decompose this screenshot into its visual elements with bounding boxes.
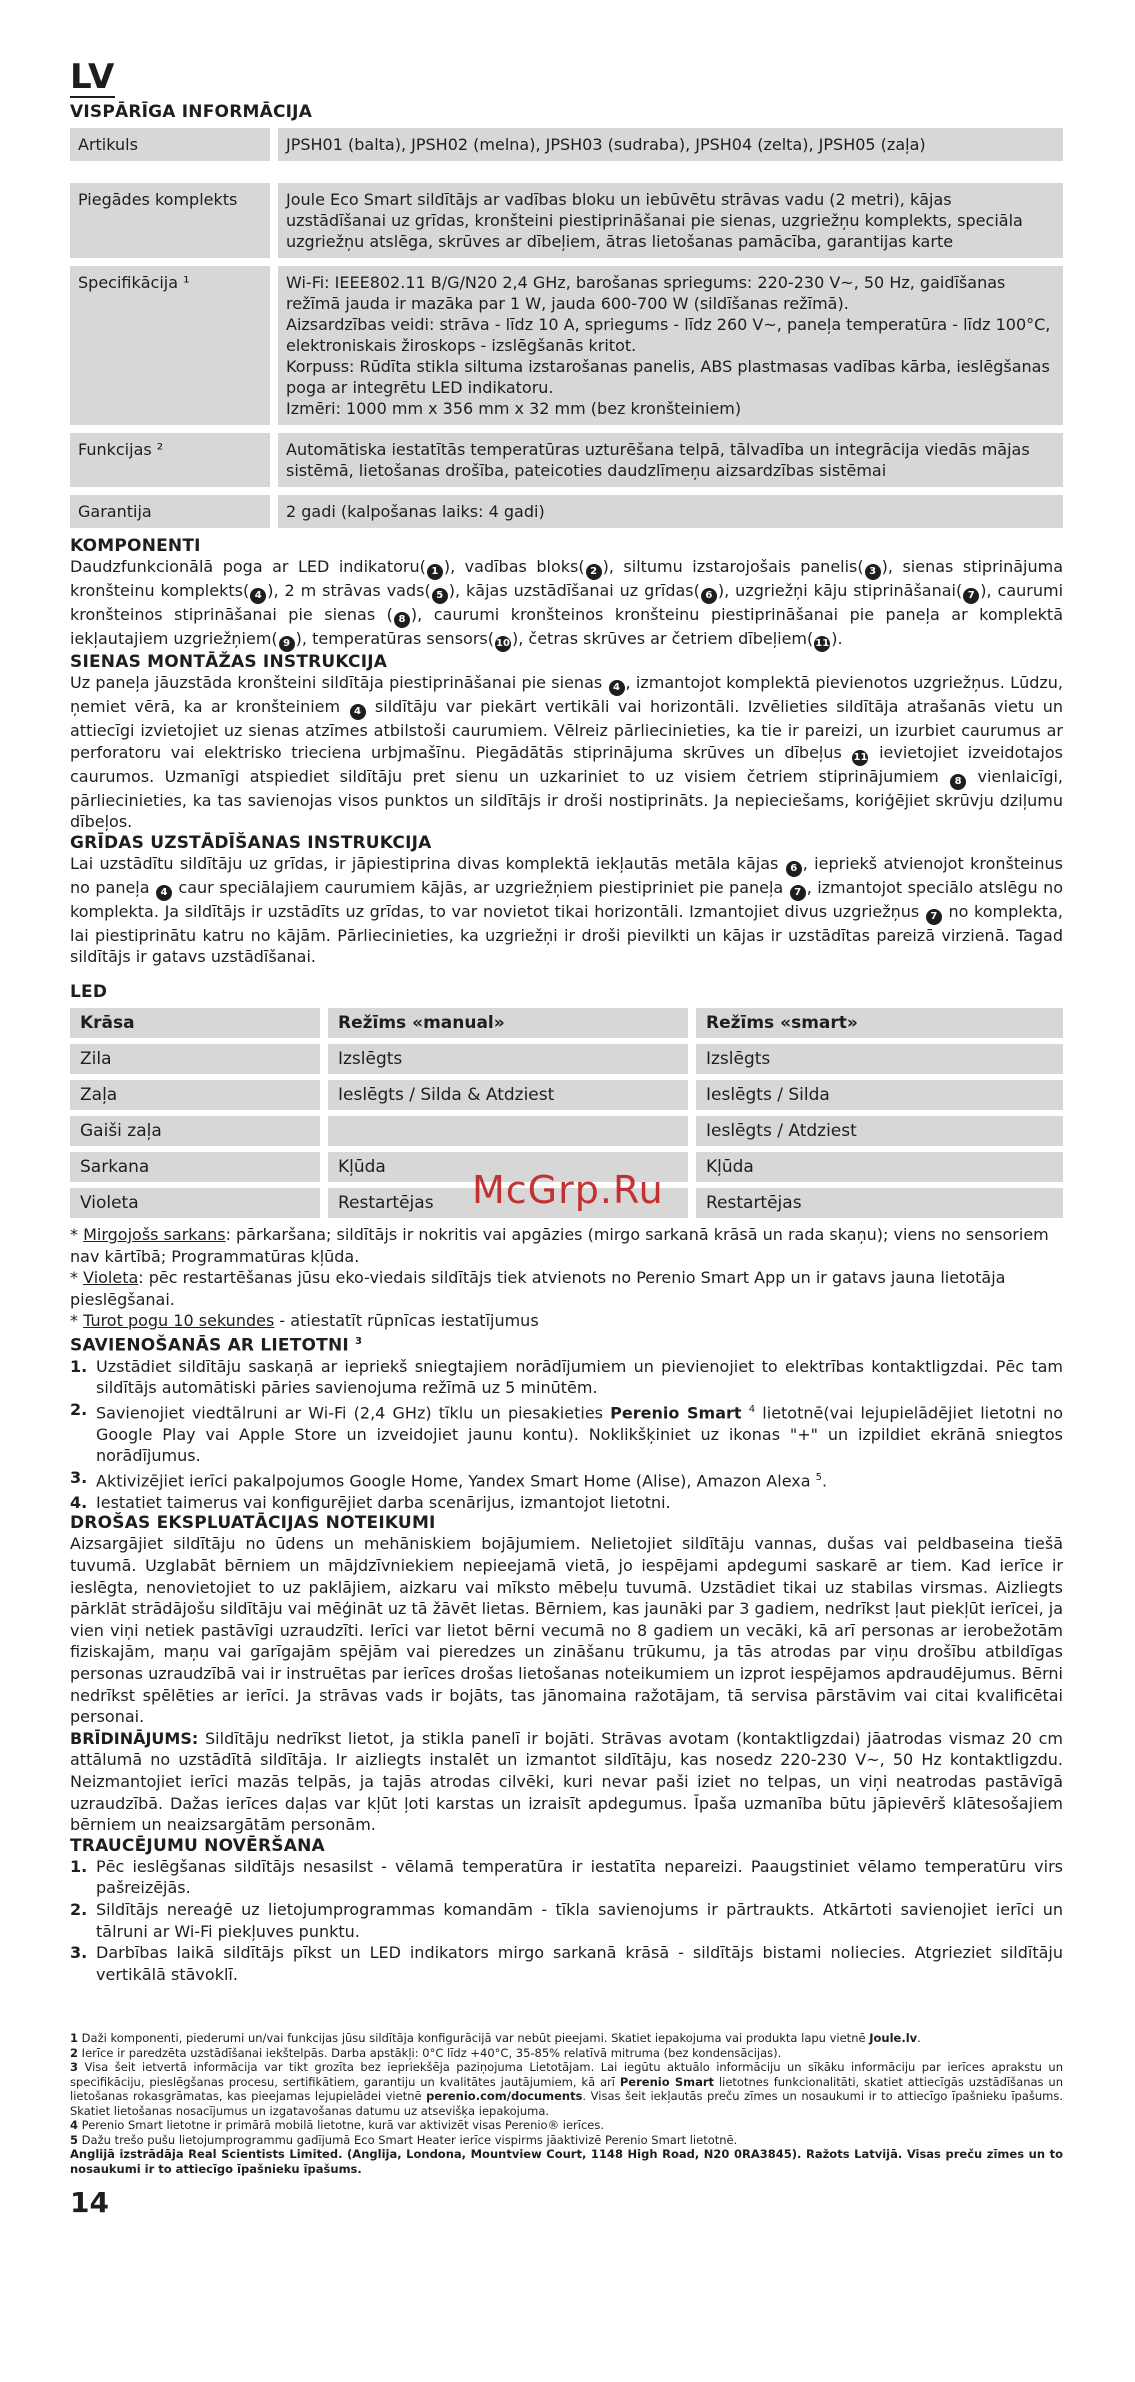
led-table-row: Zila Izslēgts Izslēgts bbox=[70, 1044, 1063, 1074]
number-6-icon: 6 bbox=[786, 861, 802, 877]
wall-mount-text: Uz paneļa jāuzstāda kronšteini sildītāja piestiprināšanai pie sienas 4 , izmantojot komplektā pievienotos uzgriežņus. Lūdzu, ņemiet vērā, ka ar kronšteiniem 4 sildītāju var piekārt vertikāli vai horizontāli. Izvēlieties sildītāja atrašanās vietu un attiecīgi izvietojiet uz sienas atzīmes atbilstoši caurumiem. Vēlreiz pārliecinieties, ka tie ir pareizi, un izurbiet caurumus ar perforatoru vai elektrisko trieciena urbjmašīnu. Piegādātās stiprinājuma skrūves un dībeļus 11 ievietojiet izveidotajos caurumos. Uzmanīgi atspiediet sildītāju pret sienu un uzkariniet to uz visiem četriem stiprinājumiem 8 vienlaicīgi, pārliecinieties, ka tas savienojas visos punktos un sildītājs ir droši nostiprināts. Ja nepieciešams, koriģējiet skrūvju dziļumu dībeļos. bbox=[70, 673, 1064, 832]
troubleshooting-steps bbox=[70, 1856, 1063, 1986]
app-pairing-steps bbox=[70, 1356, 1063, 1514]
number-4-icon: 4 bbox=[350, 704, 366, 720]
number-7-icon: 7 bbox=[963, 588, 979, 604]
led-table-row: Violeta Restartējas Restartējas bbox=[70, 1188, 1063, 1218]
list-item: 1. Uzstādiet sildītāju saskaņā ar iepriekš sniegtajiem norādījumiem un pievienojiet to elektrības kontaktligzdai. Pēc tam sildītājs automātiski pāries savienojuma režīmā uz 5 minūtēm. bbox=[70, 1356, 1063, 1398]
led-notes: * Mirgojošs sarkans: pārkaršana; sildītājs ir nokritis vai apgāzies (mirgo sarkanā krāsā un rada skaņu); viens no sensoriem nav kārtībā; Programmatūras kļūda. * Violeta: pēc restartēšanas jūsu eko-viedais sildītājs tiek atvienots no Perenio Smart App un ir gatavs jauna lietotāja pieslēgšanai. * Turot pogu 10 sekundes - atiestatīt rūpnīcas iestatījumus bbox=[70, 1224, 1049, 1331]
footnotes: 1 Daži komponenti, piederumi un/vai funkcijas jūsu sildītāja konfigurācijā var nebūt pieejami. Skatiet iepakojuma vai produkta lapu vietnē Joule.lv. 2 Ierīce ir paredzēta uzstādīšanai iekštelpās. Darba apstākļi: 0°C līdz +40°C, 35-85% relatīvā mitruma (bez kondensācijas). 3 Visa šeit ietvertā informācija var tikt grozīta bez iepriekšēja paziņojuma Lietotājam. Lai iegūtu aktuālo informāciju un sīkāku informāciju par ierīces aprakstu un specifikāciju, pieslēgšanas procesu, sertifikātiem, garantiju un kvalitātes jautājumiem, kā arī Perenio Smart lietotnes funkcionalitāti, skatiet attiecīgās uzstādīšanas un lietošanas rokasgrāmatas, kas pieejamas lejupielādei vietnē perenio.com/documents. Visas šeit iekļautās preču zīmes un nosaukumi ir to attiecīgo īpašnieku īpašums. Skatiet lietošanas nosacījumus un izgatavošanas datumu uz atsevišķa iepakojuma. 4 Perenio Smart lietotne ir primārā mobilā lietotne, kurā var aktivizēt visas Perenio® ierīces. 5 Dažu trešo pušu lietojumprogrammu gadījumā Eco Smart Heater ierīce vispirms jāaktivizē Perenio Smart lietotnē. Anglijā izstrādāja Real Scientists Limited. (Anglija, Londona, Mountview Court, 1148 High Road, N20 0RA3845). Ražots Latvijā. Visas preču zīmes un to nosaukumi ir to attiecīgo īpašnieku īpašums. bbox=[70, 2031, 1064, 2176]
safety-text: Aizsargājiet sildītāju no ūdens un mehāniskiem bojājumiem. Nelietojiet sildītāju vannas, dušas vai peldbaseina tiešā tuvumā. Uzglabāt bērniem un mājdzīvniekiem nepieejamā vietā, jo iespējami apdegumi saskarē ar tiem. Kad ierīce ir ieslēgta, nenovietojiet to uz paklājiem, aizkaru vai mīksto mēbeļu tuvumā. Uzstādiet tikai uz stabilas virsmas. Aizliegts pārklāt strādājošu sildītāju vai mēģināt uz tā žāvēt lietas. Bērniem, kas jaunāki par 3 gadiem, nedrīkst ļaut piekļūt ierīcei, ja vien viņi netiek pastāvīgi uzraudzīti. Ierīci var lietot bērni vecumā no 8 gadiem un vecāki, kā arī personas ar ierobežotām fiziskajām, maņu vai garīgajām spējām vai pieredzes un zināšanu trūkumu, ja tās atrodas par viņu drošību atbildīgas personas uzraudzībā vai ir instruētas par ierīces drošas lietošanas noteikumiem un izprot iespējamos apdraudējumus. Bērni nedrīkst spēlēties ar ierīci. Ja strāvas vads ir bojāts, tas jānomaina ražotājam, tā servisa pārstāvim vai citai kvalificētai personai. bbox=[70, 1534, 1063, 1727]
number-6-icon: 6 bbox=[701, 588, 717, 604]
led-title: LED bbox=[70, 981, 108, 1002]
list-item: 4. Iestatiet taimerus vai konfigurējiet darba scenārijus, izmantojot lietotni. bbox=[70, 1492, 671, 1512]
number-4-icon: 4 bbox=[156, 885, 172, 901]
led-table-row: Sarkana Kļūda Kļūda bbox=[70, 1152, 1063, 1182]
list-item: 2. Savienojiet viedtālruni ar Wi-Fi (2,4 GHz) tīklu un piesakieties Perenio Smart $^4$ lietotnē(vai lejupielādējiet lietotni no Google Play vai Apple Store un izveidojiet jaunu kontu). Noklikšķiniet uz ikonas "+" un izpildiet ekrānā sniegtos norādījumus. bbox=[70, 1399, 1064, 1466]
components-title: KOMPONENTI bbox=[70, 536, 201, 556]
number-8-icon: 8 bbox=[394, 612, 410, 628]
warning-text: BRĪDINĀJUMS: Sildītāju nedrīkst lietot, ja stikla panelī ir bojāti. Strāvas avotam (kontaktligzdai) jāatrodas vismaz 20 cm attālumā no uzstādītā sildītāja. Ir aizliegts instalēt un izmantot sildītāju, kas nosedz 220-230 V~, 50 Hz kontaktligzdu. Neizmantojiet ierīci mazās telpās, ja tajās atrodas cilvēki, kuri nevar paši iziet no telpas, un viņi neatrodas pastāvīgā uzraudzībā. Dažas ierīces daļas var kļūt ļoti karstas un izraisīt apdegumus. Īpaša uzmanība būtu jāpievērš klātesošajiem bērniem un neaizsargātām personām. bbox=[70, 1728, 1063, 1835]
general-info-row: Garantija 2 gadi (kalpošanas laiks: 4 gadi) bbox=[70, 495, 1063, 528]
number-7-icon: 7 bbox=[926, 909, 942, 925]
general-info-row: Specifikācija ¹ Wi-Fi: IEEE802.11 B/G/N20 2,4 GHz, barošanas spriegums: 220-230 V~, 50 Hz, gaidīšanas režīmā jauda ir mazāka par 1 W, jauda 600-700 W (sildīšanas režīmā). Aizsardzības veidi: strāva - līdz 10 A, spriegums - līdz 260 V~, paneļa temperatūra - līdz 100°C, elektroniskais žiroskops - izslēgšanās kritot. Korpuss: Rūdīta stikla siltuma izstarošanas panelis, ABS plastmasas vadības kārba, ieslēgšanas poga ar integrētu LED indikatoru. Izmēri: 1000 mm x 356 mm x 32 mm (bez kronšteiniem) bbox=[70, 266, 1063, 425]
number-11-icon: 11 bbox=[852, 750, 868, 766]
list-item: 3. Aktivizējiet ierīci pakalpojumos Google Home, Yandex Smart Home (Alise), Amazon Alexa $^5$. bbox=[70, 1467, 828, 1491]
troubleshooting-title: TRAUCĒJUMU NOVĒRŠANA bbox=[70, 1835, 325, 1856]
app-pairing-title: SAVIENOŠANĀS AR LIETOTNI $^3$ bbox=[70, 1335, 363, 1356]
safety-title: DROŠAS EKSPLUATĀCIJAS NOTEIKUMI bbox=[70, 1513, 436, 1534]
led-table-row: Zaļa Ieslēgts / Silda & Atdziest Ieslēgts / Silda bbox=[70, 1080, 1063, 1110]
list-item: 3. Darbības laikā sildītājs pīkst un LED indikators mirgo sarkanā krāsā - sildītājs bistami noliecies. Atgrieziet sildītāju vertikālā stāvoklī. bbox=[70, 1943, 1063, 1984]
number-10-icon: 10 bbox=[495, 636, 511, 652]
floor-install-text: Lai uzstādītu sildītāju uz grīdas, ir jāpiestiprina divas komplektā iekļautās metāla kājas 6 , iepriekš atvienojot kronšteinus no paneļa 4 caur speciālajiem caurumiem kājās, ar uzgriežņiem piestipriniet pie paneļa 7 , izmantojot speciālo atslēgu no komplekta. Ja sildītājs ir uzstādīts uz grīdas, to var novietot tikai horizontāli. Izmantojiet divus uzgriežņus 7 no komplekta, lai piestiprinātu katru no kājām. Pārliecinieties, ka uzgriežņi ir droši pievilkti un kājas ir uzstādītas pareizā virzienā. Tagad sildītājs ir gatavs uzstādīšanai. bbox=[70, 853, 1064, 967]
language-code: LV bbox=[70, 57, 116, 97]
number-5-icon: 5 bbox=[432, 588, 448, 604]
number-8-icon: 8 bbox=[950, 774, 966, 790]
wall-mount-title: SIENAS MONTĀŽAS INSTRUKCIJA bbox=[70, 652, 388, 672]
number-7-icon: 7 bbox=[790, 885, 806, 901]
led-table-header: Krāsa Režīms «manual» Režīms «smart» bbox=[70, 1008, 1063, 1038]
general-info-title: VISPĀRĪGA INFORMĀCIJA bbox=[70, 102, 313, 122]
number-4-icon: 4 bbox=[250, 588, 266, 604]
number-9-icon: 9 bbox=[279, 636, 295, 652]
number-2-icon: 2 bbox=[586, 564, 602, 580]
watermark: McGrp.Ru bbox=[472, 1168, 664, 1212]
number-1-icon: 1 bbox=[427, 564, 443, 580]
number-11-icon: 11 bbox=[814, 636, 830, 652]
general-info-row: Piegādes komplekts Joule Eco Smart sildītājs ar vadības bloku un iebūvētu strāvas vadu (2 metri), kājas uzstādīšanai uz grīdas, kronšteini piestiprināšanai pie sienas, uzgriežņu komplekts, speciāla uzgriežņu atslēga, skrūves ar dībeļiem, ātras lietošanas pamācība, garantijas karte bbox=[70, 183, 1063, 258]
floor-install-title: GRĪDAS UZSTĀDĪŠANAS INSTRUKCIJA bbox=[70, 832, 432, 853]
components-text: Daudzfunkcionālā poga ar LED indikatoru( 1 ), vadības bloks( 2 ), siltumu izstarojošais panelis( 3 ), sienas stiprinājuma kronšteinu komplekts( 4 ), 2 m strāvas vads( 5 ), kājas uzstādīšanai uz grīdas( 6 ), uzgriežņi kāju stiprināšanai( 7 ), caurumi kronšteinos stiprināšanai pie sienas ( 8 ), caurumi kronšteinos kronšteinu piestiprināšanai pie paneļa ar komplektā iekļautajiem uzgriežņiem( 9 ), temperatūras sensors( 10 ), četras skrūves ar četriem dībeļiem( 11 ). bbox=[70, 556, 1063, 652]
page-number: 14 bbox=[70, 2186, 109, 2220]
led-table-row: Gaiši zaļa Ieslēgts / Atdziest bbox=[70, 1116, 1063, 1146]
general-info-row: Artikuls JPSH01 (balta), JPSH02 (melna), JPSH03 (sudraba), JPSH04 (zelta), JPSH05 (zaļa) bbox=[70, 128, 1063, 161]
general-info-table bbox=[70, 128, 1063, 528]
list-item: 2. Sildītājs nereaģē uz lietojumprogrammas komandām - tīkla savienojums ir pārtraukts. Atkārtoti savienojiet ierīci un tālruni ar Wi-Fi piekļuves punktu. bbox=[70, 1899, 1063, 1941]
number-4-icon: 4 bbox=[609, 680, 625, 696]
list-item: 1. Pēc ieslēgšanas sildītājs nesasilst - vēlamā temperatūra ir iestatīta nepareizi. Paaugstiniet vēlamo temperatūru virs pašreizējās. bbox=[70, 1856, 1063, 1898]
general-info-row: Funkcijas ² Automātiska iestatītās temperatūras uzturēšana telpā, tālvadība un integrācija viedās mājas sistēmā, lietošanas drošība, pateicoties daudzlīmeņu aizsardzības sistēmai bbox=[70, 433, 1063, 487]
number-3-icon: 3 bbox=[865, 564, 881, 580]
